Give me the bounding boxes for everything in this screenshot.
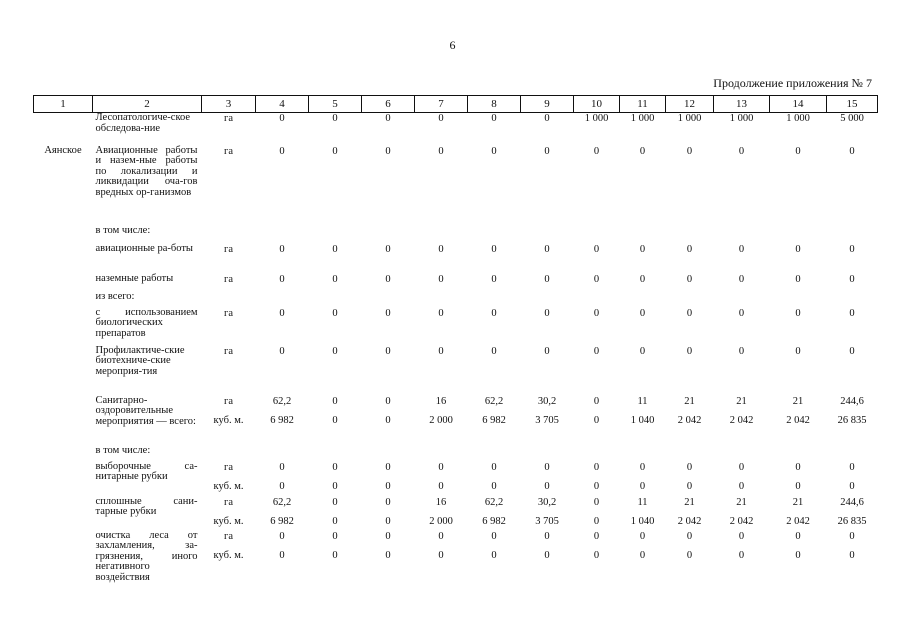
value-cell: 0	[686, 243, 693, 255]
value-cell: 0 0	[738, 530, 745, 561]
column-header: 13	[714, 96, 770, 113]
value-cell: 0 0	[279, 461, 285, 492]
region-cell	[34, 226, 93, 244]
value-cell: 0	[738, 145, 745, 157]
value-cell: 30,2 3 705	[535, 395, 559, 426]
unit-cell: га куб. м.	[213, 530, 244, 561]
value-cell: 0	[795, 145, 801, 157]
activity-cell: Профилактиче-ские биотехниче-ские мероприя-тия	[95, 344, 185, 377]
value-cell: 0 0	[544, 461, 550, 492]
region-cell: Аянское	[44, 144, 82, 156]
page-number: 6	[449, 38, 456, 52]
region-cell	[34, 292, 93, 308]
value-cell: 0	[385, 145, 391, 157]
value-cell: 62,2 6 982	[270, 496, 294, 527]
value-cell	[574, 292, 620, 308]
value-cell: 0	[332, 243, 338, 255]
value-cell	[620, 292, 666, 308]
value-cell: 21 2 042	[729, 496, 754, 527]
value-cell: 0 0	[438, 461, 444, 492]
table-row	[34, 531, 878, 587]
region-cell	[34, 308, 93, 346]
value-cell: 0	[491, 345, 497, 357]
value-cell: 0 0	[491, 461, 497, 492]
table-row	[34, 497, 878, 531]
value-cell: 0	[332, 113, 338, 124]
value-cell: 11 1 040	[630, 395, 655, 426]
value-cell: 0	[385, 345, 391, 357]
continuation-label: Продолжение приложения № 7	[713, 76, 872, 90]
value-cell: 0	[795, 345, 801, 357]
value-cell: 11 1 040	[630, 496, 655, 527]
value-cell	[256, 292, 309, 308]
value-cell: 0	[593, 345, 600, 357]
value-cell: 0	[279, 113, 285, 124]
value-cell: 0 0	[849, 530, 855, 561]
value-cell: 0 0	[593, 496, 600, 527]
value-cell: 0 0	[849, 461, 855, 492]
value-cell: 0 0	[593, 461, 600, 492]
value-cell: 0	[438, 345, 444, 357]
value-cell: 0	[686, 307, 693, 319]
value-cell	[620, 446, 666, 462]
value-cell: 0	[795, 307, 801, 319]
value-cell: 0 0	[738, 461, 745, 492]
table-row	[34, 446, 878, 462]
value-cell: 0	[544, 243, 550, 255]
value-cell: 0	[332, 307, 338, 319]
table-row	[34, 396, 878, 446]
column-header: 2	[93, 96, 202, 113]
value-cell	[415, 226, 468, 244]
unit-cell: га куб. м.	[213, 496, 244, 527]
value-cell: 0 0	[332, 395, 338, 426]
unit-cell: га куб. м.	[213, 395, 244, 426]
value-cell: 0	[438, 307, 444, 319]
value-cell: 0	[686, 273, 693, 285]
value-cell	[362, 292, 415, 308]
value-cell: 0	[438, 145, 444, 157]
value-cell	[827, 226, 878, 244]
value-cell: 0	[849, 145, 855, 157]
activity-cell: в том числе:	[95, 444, 151, 456]
activity-cell: Санитарно-оздоровительные мероприятия — всего:	[95, 394, 196, 427]
value-cell: 0	[639, 145, 646, 157]
value-cell	[574, 226, 620, 244]
column-header: 5	[309, 96, 362, 113]
value-cell: 0	[639, 307, 646, 319]
activity-cell: в том числе:	[95, 224, 151, 236]
value-cell: 0	[795, 243, 801, 255]
value-cell	[574, 446, 620, 462]
table-row	[34, 462, 878, 497]
value-cell: 0 0	[332, 496, 338, 527]
value-cell: 0	[438, 243, 444, 255]
unit-cell: га	[224, 307, 233, 319]
value-cell	[521, 446, 574, 462]
value-cell: 0 0	[795, 530, 801, 561]
column-header: 10	[574, 96, 620, 113]
value-cell: 0	[639, 273, 646, 285]
value-cell: 0	[385, 307, 391, 319]
value-cell: 0 0	[686, 530, 693, 561]
unit-cell: га	[224, 243, 233, 255]
value-cell: 0	[849, 345, 855, 357]
region-cell	[34, 446, 93, 462]
value-cell: 0 0	[385, 496, 391, 527]
region-cell	[34, 274, 93, 292]
value-cell	[309, 292, 362, 308]
value-cell	[770, 446, 827, 462]
value-cell	[309, 446, 362, 462]
value-cell: 0	[738, 345, 745, 357]
value-cell	[827, 446, 878, 462]
region-cell	[34, 497, 93, 531]
column-header: 8	[468, 96, 521, 113]
column-header: 9	[521, 96, 574, 113]
unit-cell: га	[224, 273, 233, 285]
value-cell: 0	[385, 113, 391, 124]
value-cell: 0 0	[639, 461, 646, 492]
activity-cell: авиационные ра-боты	[95, 242, 193, 254]
region-cell	[34, 113, 93, 146]
value-cell	[256, 226, 309, 244]
unit-cell: га	[224, 345, 233, 357]
value-cell: 16 2 000	[429, 496, 453, 527]
value-cell: 1 000	[729, 113, 754, 124]
value-cell: 0	[279, 243, 285, 255]
value-cell	[770, 292, 827, 308]
value-cell: 0	[544, 345, 550, 357]
value-cell	[827, 292, 878, 308]
region-cell	[34, 531, 93, 587]
column-header: 4	[256, 96, 309, 113]
value-cell: 0	[332, 345, 338, 357]
value-cell: 62,2 6 982	[482, 496, 506, 527]
value-cell: 0	[332, 273, 338, 285]
activity-cell: Авиационные работы и назем-ные работы по локализации и ликвидации оча-гов вредных ор-ганизмов	[95, 144, 198, 198]
value-cell: 0 0	[639, 530, 646, 561]
table-row	[34, 274, 878, 292]
value-cell: 0	[849, 307, 855, 319]
activity-cell: Лесопатологиче-ское обследова-ние	[95, 112, 191, 134]
value-cell: 0 0	[491, 530, 497, 561]
value-cell: 0 0	[279, 530, 285, 561]
value-cell: 21 2 042	[677, 496, 702, 527]
value-cell	[309, 226, 362, 244]
value-cell	[362, 446, 415, 462]
value-cell: 21 2 042	[786, 496, 810, 527]
column-header: 11	[620, 96, 666, 113]
column-header: 1	[34, 96, 93, 113]
value-cell: 0	[385, 243, 391, 255]
unit-cell	[202, 226, 256, 244]
table-row	[34, 113, 878, 146]
value-cell: 244,6 26 835	[837, 395, 867, 426]
value-cell: 21 2 042	[786, 395, 810, 426]
value-cell: 244,6 26 835	[837, 496, 867, 527]
value-cell: 21 2 042	[729, 395, 754, 426]
column-header: 3	[202, 96, 256, 113]
value-cell: 0	[438, 273, 444, 285]
activity-cell: сплошные сани-тарные рубки	[95, 495, 198, 517]
value-cell: 0	[438, 113, 444, 124]
column-header: 7	[415, 96, 468, 113]
value-cell: 0	[686, 345, 693, 357]
value-cell: 21 2 042	[677, 395, 702, 426]
value-cell: 0	[544, 145, 550, 157]
value-cell	[714, 292, 770, 308]
table-row	[34, 244, 878, 274]
value-cell: 0	[686, 145, 693, 157]
value-cell: 0	[491, 243, 497, 255]
column-header: 15	[827, 96, 878, 113]
value-cell: 0	[849, 243, 855, 255]
value-cell: 0	[385, 273, 391, 285]
value-cell	[415, 446, 468, 462]
value-cell	[256, 446, 309, 462]
value-cell: 5 000	[840, 113, 864, 124]
value-cell: 0	[544, 307, 550, 319]
value-cell: 0 0	[795, 461, 801, 492]
value-cell: 0	[491, 113, 497, 124]
data-table	[33, 95, 878, 587]
value-cell: 0	[593, 307, 600, 319]
value-cell: 0 0	[385, 530, 391, 561]
value-cell: 0	[849, 273, 855, 285]
table-row	[34, 308, 878, 346]
activity-cell: с использованием биологических препаратов	[95, 306, 198, 339]
value-cell	[415, 292, 468, 308]
value-cell: 1 000	[630, 113, 655, 124]
value-cell: 0	[332, 145, 338, 157]
value-cell: 0 0	[385, 395, 391, 426]
value-cell: 0	[544, 113, 550, 124]
value-cell: 0	[544, 273, 550, 285]
column-header: 14	[770, 96, 827, 113]
value-cell: 0	[639, 243, 646, 255]
column-header: 12	[666, 96, 714, 113]
value-cell: 0 0	[686, 461, 693, 492]
value-cell: 0	[593, 273, 600, 285]
table-row	[34, 226, 878, 244]
value-cell: 0	[491, 273, 497, 285]
value-cell: 0 0	[385, 461, 391, 492]
value-cell: 0	[738, 273, 745, 285]
value-cell	[666, 292, 714, 308]
value-cell	[521, 292, 574, 308]
region-cell	[34, 244, 93, 274]
value-cell	[666, 226, 714, 244]
region-cell	[34, 346, 93, 396]
activity-cell: из всего:	[95, 290, 135, 302]
value-cell: 0	[279, 345, 285, 357]
value-cell	[714, 226, 770, 244]
value-cell	[666, 446, 714, 462]
value-cell: 30,2 3 705	[535, 496, 559, 527]
value-cell: 0	[738, 307, 745, 319]
value-cell	[770, 226, 827, 244]
value-cell: 0 0	[593, 530, 600, 561]
value-cell: 1 000	[584, 113, 609, 124]
value-cell: 0	[279, 145, 285, 157]
value-cell: 0	[491, 307, 497, 319]
value-cell: 0	[639, 345, 646, 357]
activity-cell: очистка леса от захламления, за-грязнения, иного негативного воздействия	[95, 529, 198, 583]
value-cell	[468, 446, 521, 462]
value-cell: 1 000	[786, 113, 810, 124]
value-cell	[521, 226, 574, 244]
column-header: 6	[362, 96, 415, 113]
unit-cell: га	[224, 113, 233, 124]
value-cell: 0	[593, 145, 600, 157]
value-cell: 0 0	[332, 461, 338, 492]
activity-cell: выборочные са-нитарные рубки	[95, 460, 198, 482]
value-cell	[620, 226, 666, 244]
value-cell: 0	[593, 243, 600, 255]
table-row	[34, 292, 878, 308]
region-cell	[34, 396, 93, 446]
value-cell: 1 000	[677, 113, 702, 124]
value-cell: 0	[491, 145, 497, 157]
value-cell: 0 0	[438, 530, 444, 561]
unit-cell: га куб. м.	[213, 461, 244, 492]
value-cell: 16 2 000	[429, 395, 453, 426]
unit-cell	[202, 292, 256, 308]
value-cell	[468, 292, 521, 308]
header-row	[34, 96, 878, 113]
activity-cell: наземные работы	[95, 272, 174, 284]
value-cell: 62,2 6 982	[270, 395, 294, 426]
table-row	[34, 146, 878, 226]
table-row	[34, 346, 878, 396]
value-cell	[468, 226, 521, 244]
value-cell: 0 0	[593, 395, 600, 426]
value-cell: 0	[738, 243, 745, 255]
value-cell: 0	[279, 273, 285, 285]
value-cell: 0 0	[332, 530, 338, 561]
value-cell: 0 0	[544, 530, 550, 561]
value-cell: 62,2 6 982	[482, 395, 506, 426]
unit-cell	[202, 446, 256, 462]
unit-cell: га	[224, 145, 233, 157]
value-cell	[362, 226, 415, 244]
region-cell	[34, 462, 93, 497]
value-cell	[714, 446, 770, 462]
value-cell: 0	[795, 273, 801, 285]
value-cell: 0	[279, 307, 285, 319]
